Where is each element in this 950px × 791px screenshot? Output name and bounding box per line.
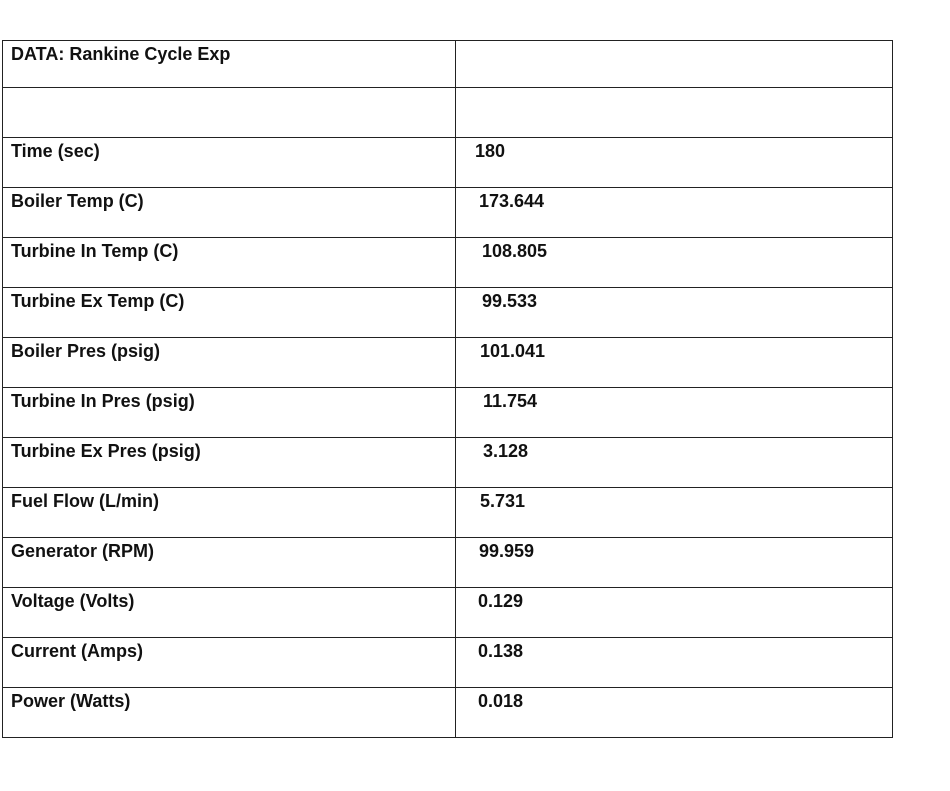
row-value xyxy=(456,688,893,738)
table-blank-row xyxy=(3,88,893,138)
row-label: Turbine In Temp (C) xyxy=(3,238,456,288)
row-value xyxy=(456,388,893,438)
row-label: Turbine Ex Pres (psig) xyxy=(3,438,456,488)
row-label: Fuel Flow (L/min) xyxy=(3,488,456,538)
table-row xyxy=(3,238,893,288)
table-row xyxy=(3,688,893,738)
row-value-text: 0.018 xyxy=(478,691,524,711)
row-value-text: 99.533 xyxy=(482,291,538,311)
row-label: Turbine In Pres (psig) xyxy=(3,388,456,438)
row-value xyxy=(456,338,893,388)
blank-cell xyxy=(456,88,893,138)
table-title-empty-cell xyxy=(456,41,893,88)
row-label: Voltage (Volts) xyxy=(3,588,456,638)
row-value-text: 0.138 xyxy=(478,641,524,661)
blank-cell xyxy=(3,88,456,138)
table-row xyxy=(3,538,893,588)
rankine-data-table xyxy=(2,40,893,738)
row-value xyxy=(456,488,893,538)
table-row xyxy=(3,588,893,638)
row-label: Turbine Ex Temp (C) xyxy=(3,288,456,338)
row-value-text: 3.128 xyxy=(483,441,529,461)
table-row xyxy=(3,638,893,688)
row-label: Boiler Pres (psig) xyxy=(3,338,456,388)
table-row xyxy=(3,138,893,188)
row-value xyxy=(456,588,893,638)
row-value xyxy=(456,538,893,588)
table-title: DATA: Rankine Cycle Exp xyxy=(3,41,456,88)
row-value xyxy=(456,638,893,688)
row-value xyxy=(456,188,893,238)
table-row xyxy=(3,338,893,388)
row-value-text: 0.129 xyxy=(478,591,524,611)
row-value xyxy=(456,288,893,338)
data-sheet xyxy=(2,40,893,738)
table-row xyxy=(3,288,893,338)
row-value-text: 180 xyxy=(475,141,506,161)
row-value-text: 11.754 xyxy=(483,391,538,411)
row-label: Power (Watts) xyxy=(3,688,456,738)
row-value-text: 5.731 xyxy=(480,491,526,511)
table-row xyxy=(3,388,893,438)
table-row xyxy=(3,188,893,238)
row-value-text: 108.805 xyxy=(482,241,548,261)
table-title-row xyxy=(3,41,893,88)
row-value-text: 101.041 xyxy=(480,341,546,361)
table-row xyxy=(3,488,893,538)
row-value-text: 99.959 xyxy=(479,541,535,561)
row-label: Time (sec) xyxy=(3,138,456,188)
row-label: Boiler Temp (C) xyxy=(3,188,456,238)
row-label: Generator (RPM) xyxy=(3,538,456,588)
row-value xyxy=(456,138,893,188)
row-label: Current (Amps) xyxy=(3,638,456,688)
row-value xyxy=(456,238,893,288)
row-value xyxy=(456,438,893,488)
table-row xyxy=(3,438,893,488)
row-value-text: 173.644 xyxy=(479,191,545,211)
